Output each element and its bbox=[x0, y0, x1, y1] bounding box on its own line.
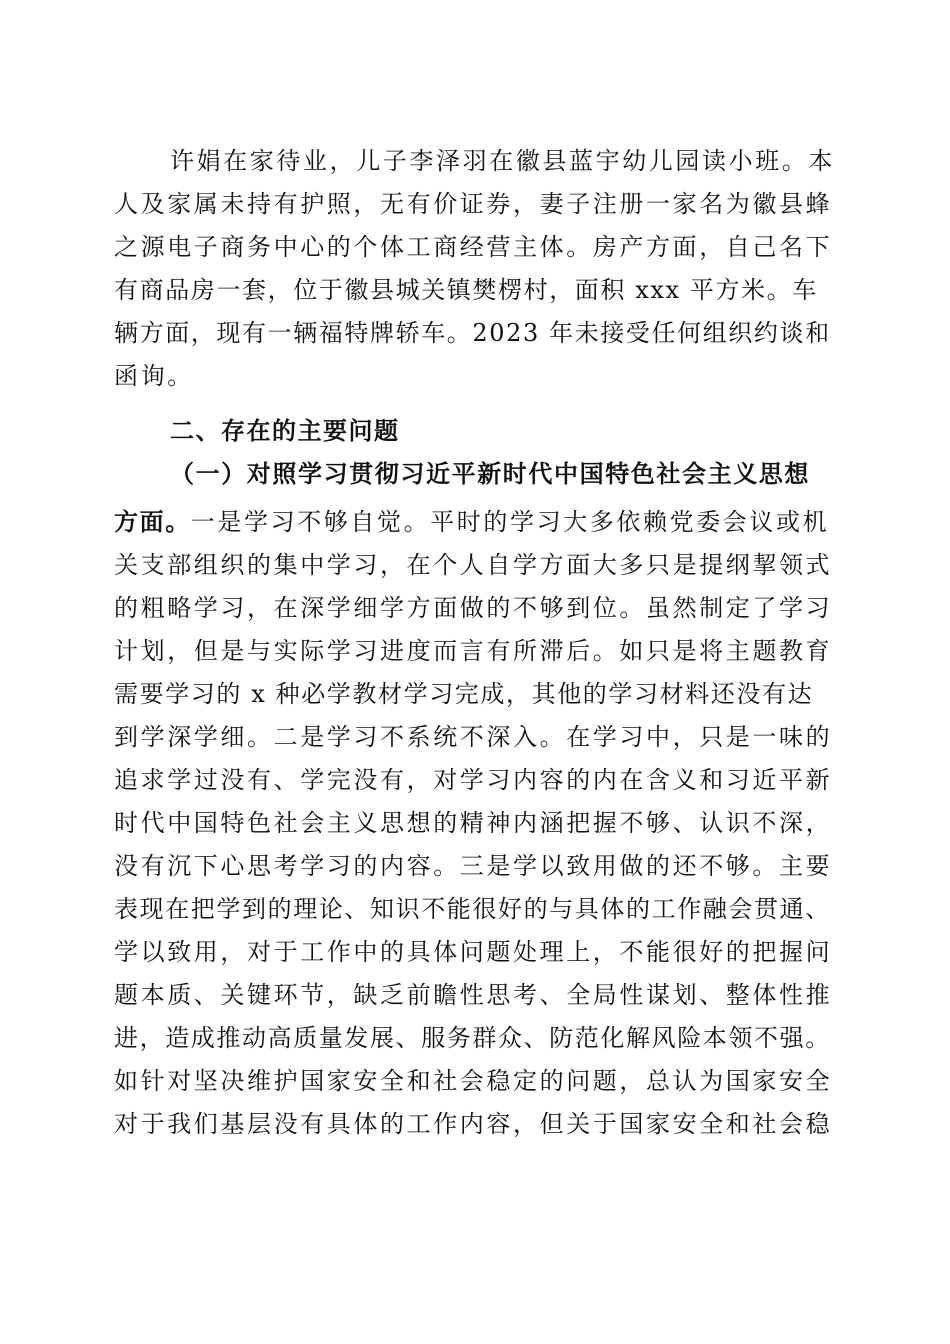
paragraph-line: 许娟在家待业，儿子李泽羽在徽县蓝宇幼儿园读小班。本 bbox=[170, 147, 835, 175]
paragraph-line: 之源电子商务中心的个体工商经营主体。房产方面，自己名下 bbox=[114, 233, 833, 261]
subsection-heading-tail: 方面。 bbox=[114, 508, 191, 536]
subsection-heading: （一）对照学习贯彻习近平新时代中国特色社会主义思想 bbox=[170, 460, 810, 488]
section-heading: 二、存在的主要问题 bbox=[170, 417, 400, 445]
paragraph-line: 题本质、关键环节，缺乏前瞻性思考、全局性谋划、整体性推 bbox=[114, 981, 833, 1009]
paragraph-line: 的粗略学习，在深学细学方面做的不够到位。虽然制定了学习 bbox=[114, 594, 833, 622]
paragraph-line: 到学深学细。二是学习不系统不深入。在学习中，只是一味的 bbox=[114, 723, 833, 751]
paragraph-line: 有商品房一套，位于徽县城关镇樊楞村，面积 xxx 平方米。车 bbox=[114, 276, 818, 304]
paragraph-line: 没有沉下心思考学习的内容。三是学以致用做的还不够。主要 bbox=[114, 852, 833, 880]
paragraph-line: 进，造成推动高质量发展、服务群众、防范化解风险本领不强。 bbox=[114, 1024, 831, 1052]
paragraph-line: 需要学习的 x 种必学教材学习完成，其他的学习材料还没有达 bbox=[114, 680, 814, 708]
paragraph-line: 时代中国特色社会主义思想的精神内涵把握不够、认识不深， bbox=[114, 809, 833, 837]
paragraph-line: 追求学过没有、学完没有，对学习内容的内在含义和习近平新 bbox=[114, 766, 833, 794]
paragraph-line: 计划，但是与实际学习进度而言有所滞后。如只是将主题教育 bbox=[114, 637, 833, 665]
paragraph-line: 辆方面，现有一辆福特牌轿车。2023 年未接受任何组织约谈和 bbox=[114, 319, 831, 347]
paragraph-line: 函询。 bbox=[114, 362, 194, 390]
paragraph-line: 关支部组织的集中学习，在个人自学方面大多只是提纲挈领式 bbox=[114, 551, 833, 579]
paragraph-text: 一是学习不够自觉。平时的学习大多依赖党委会议或机 bbox=[190, 508, 830, 536]
paragraph-line: 人及家属未持有护照，无有价证券，妻子注册一家名为徽县蜂 bbox=[114, 190, 833, 218]
paragraph-line: 表现在把学到的理论、知识不能很好的与具体的工作融会贯通、 bbox=[114, 895, 831, 923]
paragraph-line bbox=[114, 507, 914, 537]
paragraph-line: 对于我们基层没有具体的工作内容，但关于国家安全和社会稳 bbox=[114, 1110, 833, 1138]
paragraph-line: 如针对坚决维护国家安全和社会稳定的问题，总认为国家安全 bbox=[114, 1067, 833, 1095]
paragraph-line: 学以致用，对于工作中的具体问题处理上，不能很好的把握问 bbox=[114, 938, 833, 966]
